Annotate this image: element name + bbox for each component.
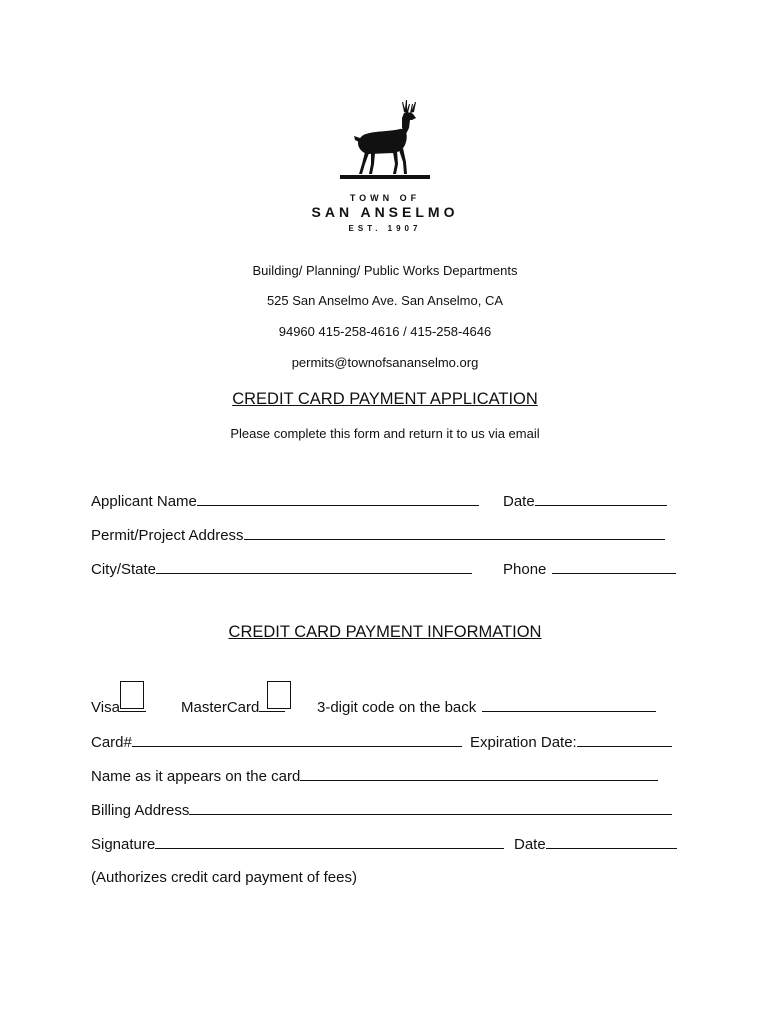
signature-label: Signature — [91, 836, 156, 853]
project-address-field[interactable] — [91, 525, 665, 544]
phone-text: 94960 415-258-4616 / 415-258-4646 — [278, 324, 492, 339]
phone-label: Phone — [503, 561, 547, 578]
expiration-line[interactable] — [577, 732, 672, 747]
signature-date-label: Date — [514, 836, 546, 853]
card-number-line[interactable] — [132, 732, 462, 747]
billing-address-line[interactable] — [189, 800, 672, 815]
authorization-note: (Authorizes credit card payment of fees) — [91, 869, 357, 886]
date-label: Date — [503, 493, 535, 510]
logo-town-name: SAN ANSELMO — [311, 204, 459, 220]
email-text[interactable]: permits@townofsananselmo.org — [291, 355, 479, 370]
applicant-name-label: Applicant Name — [91, 493, 197, 510]
applicant-name-field[interactable] — [91, 491, 479, 510]
signature-date-line[interactable] — [546, 834, 677, 849]
phone-field[interactable] — [503, 559, 676, 578]
cardholder-name-line[interactable] — [300, 766, 658, 781]
billing-address-field[interactable] — [91, 800, 672, 819]
logo-town-of: TOWN OF — [349, 193, 421, 203]
form-instructions: Please complete this form and return it to us via email — [230, 426, 540, 441]
card-number-label: Card# — [91, 734, 132, 751]
security-code-field[interactable] — [317, 697, 656, 716]
city-state-line[interactable] — [156, 559, 472, 574]
date-line[interactable] — [535, 491, 667, 506]
visa-label: Visa — [91, 699, 120, 716]
payment-title: CREDIT CARD PAYMENT INFORMATION — [228, 623, 542, 641]
security-code-line[interactable] — [482, 697, 656, 712]
city-state-label: City/State — [91, 561, 157, 578]
address-text: 525 San Anselmo Ave. San Anselmo, CA — [266, 293, 504, 308]
expiration-label: Expiration Date: — [470, 734, 577, 751]
cardholder-name-field[interactable] — [91, 766, 658, 785]
cardholder-name-label: Name as it appears on the card — [91, 768, 301, 785]
project-address-label: Permit/Project Address — [91, 527, 244, 544]
signature-field[interactable] — [91, 834, 504, 853]
logo-established: EST. 1907 — [348, 224, 422, 233]
deer-logo-icon — [338, 98, 432, 182]
form-title: CREDIT CARD PAYMENT APPLICATION — [232, 390, 538, 408]
card-number-field[interactable] — [91, 732, 462, 751]
security-code-label: 3-digit code on the back — [317, 699, 477, 716]
departments-text: Building/ Planning/ Public Works Departments — [252, 263, 518, 278]
visa-checkbox[interactable] — [120, 681, 144, 709]
phone-line[interactable] — [552, 559, 676, 574]
mastercard-checkbox[interactable] — [267, 681, 291, 709]
signature-line[interactable] — [155, 834, 504, 849]
signature-date-field[interactable] — [514, 834, 677, 853]
project-address-line[interactable] — [244, 525, 665, 540]
city-state-field[interactable] — [91, 559, 472, 578]
applicant-name-line[interactable] — [197, 491, 479, 506]
billing-address-label: Billing Address — [91, 802, 190, 819]
expiration-field[interactable] — [470, 732, 672, 751]
mastercard-label: MasterCard — [181, 699, 260, 716]
date-field[interactable] — [503, 491, 667, 510]
